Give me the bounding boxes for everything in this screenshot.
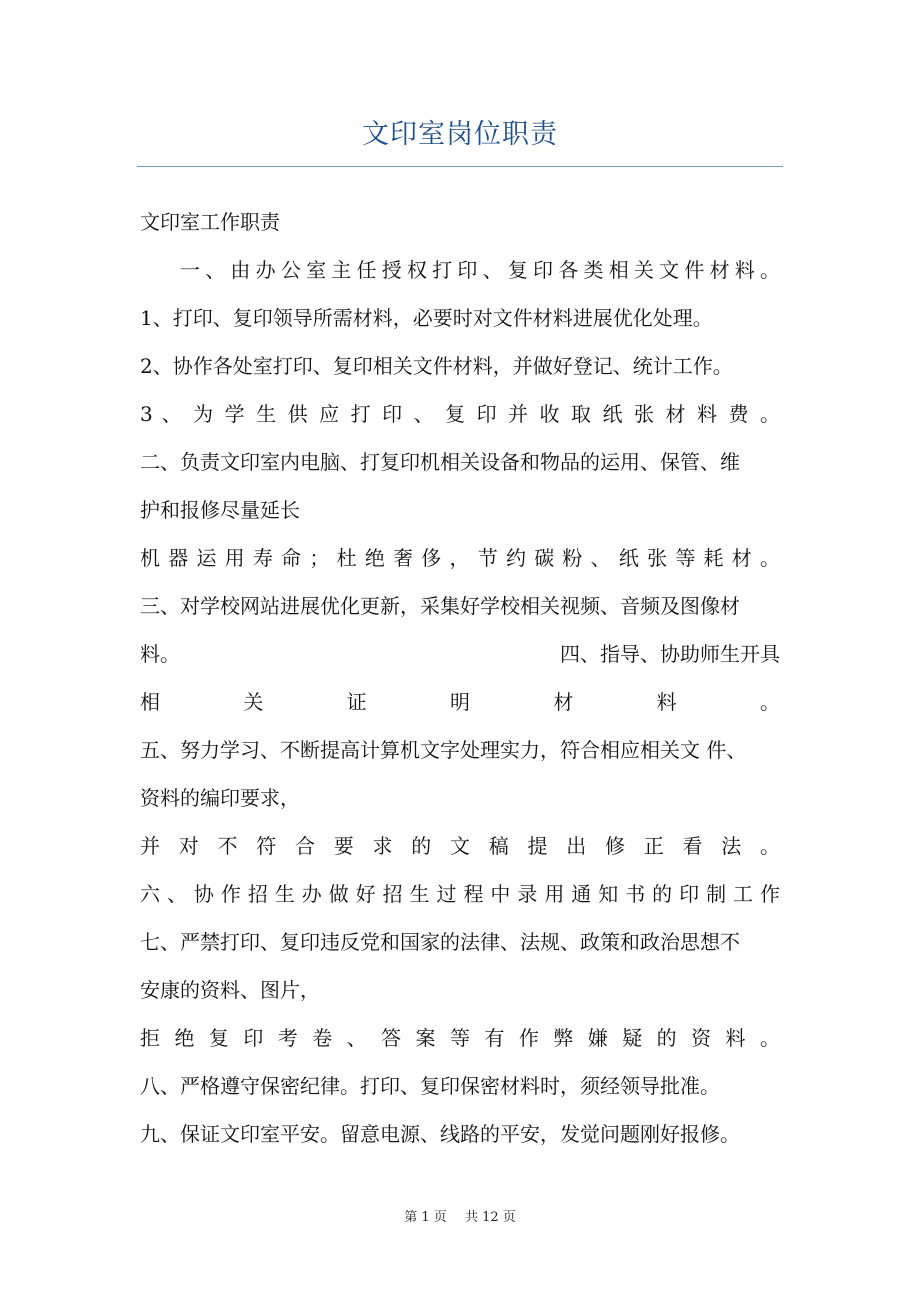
paragraph-line-end: 四、指导、协助师生开具 [560,642,780,666]
paragraph-line: 九、保证文印室平安。留意电源、线路的平安，发觉问题刚好报修。 [140,1122,740,1146]
paragraph-line: 八、严格遵守保密纪律。打印、复印保密材料时，须经领导批准。 [140,1074,720,1098]
paragraph-line: 资料的编印要求， [140,786,300,810]
paragraph-line: 五、努力学习、不断提高计算机文字处理实力，符合相应相关文 件、 [140,738,747,762]
paragraph-line: 3 、 为 学 生 供 应 打 印 、 复 印 并 收 取 纸 张 材 料 费 。 [140,402,780,426]
page-total: 共 12 页 [464,1210,516,1225]
paragraph-line: 七、严禁打印、复印违反党和国家的法律、法规、政策和政治思想不 [140,930,740,954]
paragraph-line: 一、由办公室主任授权打印、复印各类相关文件材料。 [180,258,780,282]
paragraph-line [140,630,780,678]
document-title: 文印室岗位职责 [362,119,558,150]
paragraph-line: 并 对 不 符 合 要 求 的 文 稿 提 出 修 正 看 法 。 [140,834,780,858]
paragraph-line: 二、负责文印室内电脑、打复印机相关设备和物品的运用、保管、维 [140,450,740,474]
page-number: 第 1 页 [404,1210,447,1225]
title-divider [137,166,783,167]
paragraph-line: 1、打印、复印领导所需材料，必要时对文件材料进展优化处理。 [140,306,713,330]
page-footer [0,1206,920,1225]
paragraph-line-start: 料。 [140,642,180,666]
paragraph-line: 2、协作各处室打印、复印相关文件材料，并做好登记、统计工作。 [140,354,733,378]
section-heading: 文印室工作职责 [140,210,280,234]
document-body [140,198,780,1158]
paragraph-line: 相 关 证 明 材 料 。 [140,690,780,714]
paragraph-line: 三、对学校网站进展优化更新，采集好学校相关视频、音频及图像材 [140,594,740,618]
paragraph-line: 拒 绝 复 印 考 卷 、 答 案 等 有 作 弊 嫌 疑 的 资 料 。 [140,1026,780,1050]
paragraph-line: 机 器 运 用 寿 命 ； 杜 绝 奢 侈 ， 节 约 碳 粉 、 纸 张 等 耗 材 。 [140,546,780,570]
paragraph-line: 六 、 协 作 招 生 办 做 好 招 生 过 程 中 录 用 通 知 书 的 印 制 工 作 [140,882,780,906]
paragraph-line: 安康的资料、图片， [140,978,320,1002]
paragraph-line: 护和报修尽量延长 [140,498,300,522]
